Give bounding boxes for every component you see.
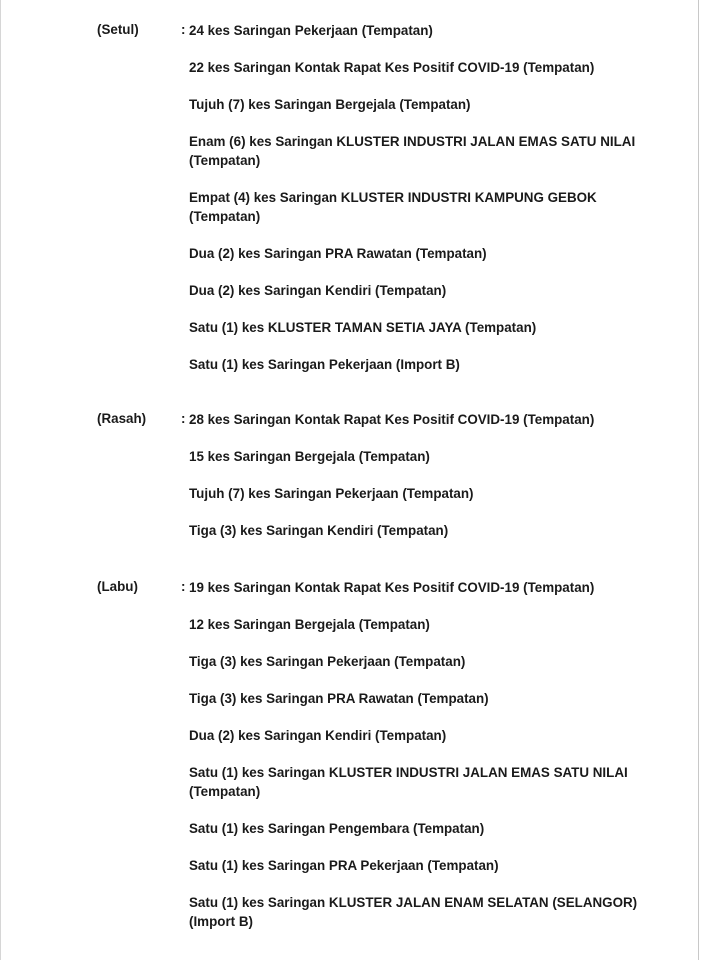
case-entry: Dua (2) kes Saringan Kendiri (Tempatan) (189, 728, 447, 743)
case-list (189, 578, 667, 949)
area-label: (Setul) (97, 22, 139, 37)
page-edge (698, 0, 699, 960)
case-entry: Tujuh (7) kes Saringan Bergejala (Tempatan) (189, 97, 471, 112)
case-entry: Empat (4) kes Saringan KLUSTER INDUSTRI KAMPUNG GEBOK (Tempatan) (189, 190, 597, 224)
case-entry: 19 kes Saringan Kontak Rapat Kes Positif COVID-19 (Tempatan) (189, 580, 595, 595)
case-entry: 28 kes Saringan Kontak Rapat Kes Positif COVID-19 (Tempatan) (189, 412, 595, 427)
case-entry: Satu (1) kes KLUSTER TAMAN SETIA JAYA (Tempatan) (189, 320, 537, 335)
colon: : (181, 411, 186, 426)
area-label: (Labu) (97, 579, 138, 594)
colon: : (181, 579, 186, 594)
case-entry: Tiga (3) kes Saringan Kendiri (Tempatan) (189, 523, 449, 538)
case-entry: Enam (6) kes Saringan KLUSTER INDUSTRI JALAN EMAS SATU NILAI (Tempatan) (189, 134, 636, 168)
case-list (189, 410, 667, 558)
case-entry: Satu (1) kes Saringan PRA Pekerjaan (Tempatan) (189, 858, 499, 873)
case-entry: 22 kes Saringan Kontak Rapat Kes Positif COVID-19 (Tempatan) (189, 60, 595, 75)
colon: : (181, 22, 186, 37)
case-entry: 12 kes Saringan Bergejala (Tempatan) (189, 617, 430, 632)
case-entry: Tujuh (7) kes Saringan Pekerjaan (Tempatan) (189, 486, 474, 501)
case-entry: Satu (1) kes Saringan Pengembara (Tempatan) (189, 821, 485, 836)
case-entry: Tiga (3) kes Saringan Pekerjaan (Tempatan) (189, 654, 466, 669)
case-entry: 15 kes Saringan Bergejala (Tempatan) (189, 449, 430, 464)
case-entry: 24 kes Saringan Pekerjaan (Tempatan) (189, 23, 433, 38)
case-entry: Dua (2) kes Saringan PRA Rawatan (Tempatan) (189, 246, 487, 261)
page-edge (0, 0, 1, 960)
case-list (189, 21, 667, 392)
case-entry: Dua (2) kes Saringan Kendiri (Tempatan) (189, 283, 447, 298)
case-entry: Satu (1) kes Saringan KLUSTER JALAN ENAM SELATAN (SELANGOR) (Import B) (189, 895, 638, 929)
case-entry: Satu (1) kes Saringan Pekerjaan (Import B) (189, 357, 460, 372)
area-label: (Rasah) (97, 411, 147, 426)
case-entry: Satu (1) kes Saringan KLUSTER INDUSTRI JALAN EMAS SATU NILAI (Tempatan) (189, 765, 628, 799)
case-entry: Tiga (3) kes Saringan PRA Rawatan (Tempatan) (189, 691, 489, 706)
